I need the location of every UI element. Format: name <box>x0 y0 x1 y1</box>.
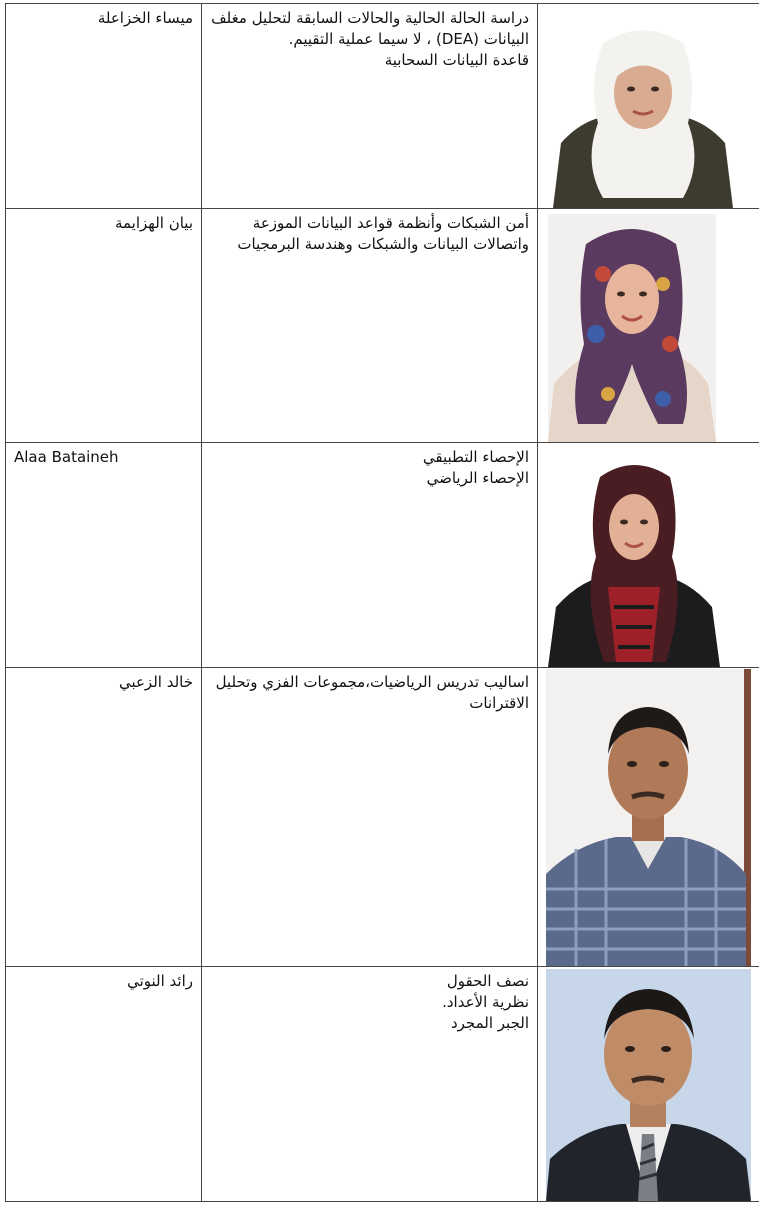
photo-cell <box>538 4 759 209</box>
member-name: بيان الهزايمة <box>6 209 202 443</box>
member-name: خالد الزعبي <box>6 668 202 967</box>
interest-line: اساليب تدريس الرياضيات،مجموعات الفزي وتحليل الاقترانات <box>215 673 529 712</box>
interest-line: أمن الشبكات وأنظمة قواعد البيانات الموزعة واتصالات البيانات والشبكات وهندسة البرمجيات <box>237 214 529 253</box>
woman-white-hijab-portrait <box>553 23 733 208</box>
man-suit-portrait <box>546 969 751 1201</box>
photo-cell <box>538 668 759 967</box>
table-row <box>6 443 759 668</box>
staff-table <box>5 3 759 1202</box>
research-interests <box>202 967 538 1202</box>
research-interests <box>202 4 538 209</box>
research-interests <box>202 209 538 443</box>
table-row <box>6 209 759 443</box>
research-interests <box>202 668 538 967</box>
photo-cell <box>538 209 759 443</box>
photo-cell <box>538 443 759 668</box>
photo-cell <box>538 967 759 1202</box>
table-row <box>6 668 759 967</box>
member-name: رائد النوتي <box>6 967 202 1202</box>
man-plaid-shirt-portrait <box>546 669 751 966</box>
interest-line: قاعدة البيانات السحابية <box>384 51 529 69</box>
member-name: Alaa Bataineh <box>6 443 202 668</box>
member-name: ميساء الخزاعلة <box>6 4 202 209</box>
interest-line: نظرية الأعداد. <box>442 993 529 1011</box>
woman-red-scarf-portrait <box>548 457 720 667</box>
interest-line: نصف الحقول <box>446 972 529 990</box>
woman-patterned-hijab-portrait <box>548 214 716 442</box>
table-row <box>6 967 759 1202</box>
interest-line: الإحصاء الرياضي <box>426 469 529 487</box>
table-row <box>6 4 759 209</box>
interest-line: الإحصاء التطبيقي <box>422 448 529 466</box>
interest-line: دراسة الحالة الحالية والحالات السابقة لتحليل مغلف البيانات (DEA) ، لا سيما عملية التقييم. <box>211 9 529 48</box>
interest-line: الجبر المجرد <box>450 1014 529 1032</box>
research-interests <box>202 443 538 668</box>
